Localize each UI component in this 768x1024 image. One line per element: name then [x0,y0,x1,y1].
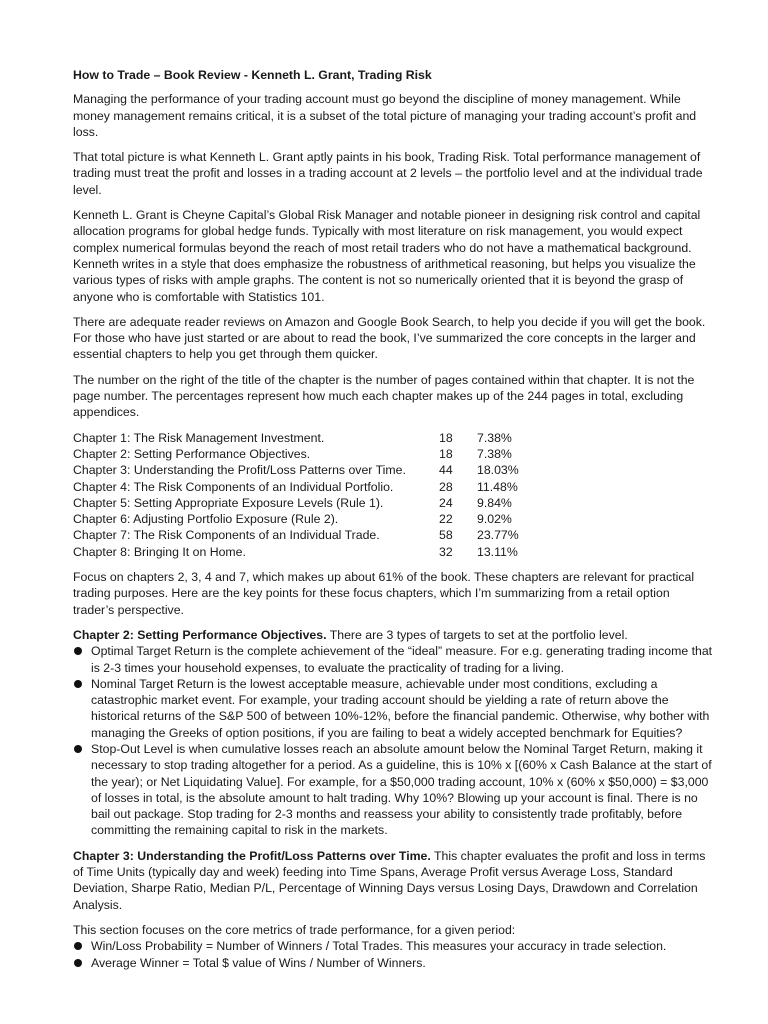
chapter-pages: 44 [439,463,453,478]
chapter-name: Chapter 1: The Risk Management Investment. [73,430,325,445]
paragraph-chapter-explanation: The number on the right of the title of the chapter is the number of pages contained within that chapter. It is not the page number. The percentages represent how much each chapter makes up of the 244 pages in total, excluding appendices. [73,372,695,420]
chapter2-intro: There are 3 types of targets to set at the portfolio level. [326,627,628,642]
table-row [73,462,557,478]
list-item: Average Winner = Total $ value of Wins / Number of Winners. [73,955,713,971]
chapter-pages: 18 [439,430,453,445]
table-row [73,544,557,560]
chapter2-heading: Chapter 2: Setting Performance Objectives. [73,627,327,642]
chapter-pages: 28 [439,479,453,494]
chapter-percent: 7.38% [477,430,512,445]
document-page [73,67,713,980]
chapter3-section [73,848,713,971]
chapter3-lead [73,848,713,913]
chapter3-metrics-intro: This section focuses on the core metrics of trade performance, for a given period: [73,922,516,937]
chapter-percent: 7.38% [477,446,512,461]
chapter3-intro: This chapter evaluates the profit and loss in terms of Time Units (typically day and week) feeding into Time Spans, Average Profit versus Average Loss, Standard Deviation, Sharpe Ratio, Median P/L, Percentage of Winning Days versus Losing Days, Drawdown and Correlation Analysis. [73,848,706,912]
chapter-pages: 32 [439,544,453,559]
paragraph-reviews: There are adequate reader reviews on Amazon and Google Book Search, to help you decide if you will get the book. For those who have just started or are about to read the book, I’ve summarized the core concepts in the larger and essential chapters to help you get through them quicker. [73,314,706,362]
table-row [73,430,557,446]
chapter-name: Chapter 8: Bringing It on Home. [73,544,246,559]
chapter-percent: 13.11% [477,544,518,559]
paragraph-total-picture: That total picture is what Kenneth L. Grant aptly paints in his book, Trading Risk. Total performance management of trading must treat the profit and losses in a trading account at 2 levels – the portfolio level and at the individual trade level. [73,150,703,197]
list-item: Optimal Target Return is the complete achievement of the “ideal” measure. For e.g. generating trading income that is 2-3 times your household expenses, to evaluate the practicality of trading for a living. [73,643,713,676]
paragraph-focus: Focus on chapters 2, 3, 4 and 7, which makes up about 61% of the book. These chapters are relevant for practical trading purposes. Here are the key points for these focus chapters, which I’m summarizing from a retail option trader’s perspective. [73,570,695,617]
chapter-pages: 18 [439,446,453,461]
chapter-pages: 22 [439,512,453,527]
document-title: How to Trade – Book Review - Kenneth L. Grant, Trading Risk [73,68,432,82]
chapter3-heading: Chapter 3: Understanding the Profit/Loss Patterns over Time. [73,848,431,863]
chapter-name: Chapter 6: Adjusting Portfolio Exposure (Rule 2). [73,512,339,527]
chapter-percent: 18.03% [477,463,519,478]
chapter3-bullet-list [73,938,713,971]
chapter-name: Chapter 3: Understanding the Profit/Loss Patterns over Time. [73,463,406,478]
chapter-percent: 11.48% [477,479,518,494]
table-row [73,495,557,511]
chapter-pages: 58 [439,528,453,543]
chapter2-lead [73,627,713,643]
table-row [73,511,557,527]
list-item: Nominal Target Return is the lowest acceptable measure, achievable under most conditions, excluding a catastrophic market event. For example, your trading account should be yielding a rate of return above the historical returns of the S&P 500 of between 10%-12%, before the financial pandemic. Otherwise, why bother with managing the Greeks of option positions, if you are failing to beat a widely accepted benchmark for Equities? [73,676,713,741]
chapter-percent: 9.84% [477,495,512,510]
paragraph-author: Kenneth L. Grant is Cheyne Capital’s Global Risk Manager and notable pioneer in designing risk control and capital allocation programs for global hedge funds. Typically with most literature on risk management, you would expect complex numerical formulas beyond the reach of most retail traders who do not have a mathematical background. Kenneth writes in a style that does emphasize the robustness of arithmetical reasoning, but helps you visualize the various types of risks with ample graphs. The content is not so numerically oriented that it is beyond the grasp of anyone who is comfortable with Statistics 101. [73,208,701,304]
list-item: Stop-Out Level is when cumulative losses reach an absolute amount below the Nominal Target Return, making it necessary to stop trading altogether for a period. As a guideline, this is 10% x [(60% x Cash Balance at the start of the year); or Net Liquidating Value]. For example, for a $50,000 trading account, 10% x (60% x $50,000) = $3,000 of losses in total, is the absolute amount to halt trading. Why 10%? Blowing up your account is final. There is no bail out package. Stop trading for 2-3 months and reassess your ability to consistently trade profitably, before committing the remaining capital to risk in the markets. [73,741,713,839]
chapter-name: Chapter 2: Setting Performance Objectives. [73,446,311,461]
paragraph-intro: Managing the performance of your trading account must go beyond the discipline of money management. While money management remains critical, it is a subset of the total picture of managing your trading account’s profit and loss. [73,92,697,139]
chapter-name: Chapter 4: The Risk Components of an Individual Portfolio. [73,479,394,494]
table-row [73,479,557,495]
chapter2-bullet-list [73,643,713,839]
list-item: Win/Loss Probability = Number of Winners / Total Trades. This measures your accuracy in trade selection. [73,938,713,954]
chapter-percent: 23.77% [477,528,519,543]
chapter-percent: 9.02% [477,512,512,527]
table-row [73,527,557,543]
chapter-table [73,430,557,560]
chapter-name: Chapter 5: Setting Appropriate Exposure Levels (Rule 1). [73,495,384,510]
chapter-pages: 24 [439,495,453,510]
chapter-name: Chapter 7: The Risk Components of an Individual Trade. [73,528,380,543]
chapter2-section [73,627,713,839]
table-row [73,446,557,462]
